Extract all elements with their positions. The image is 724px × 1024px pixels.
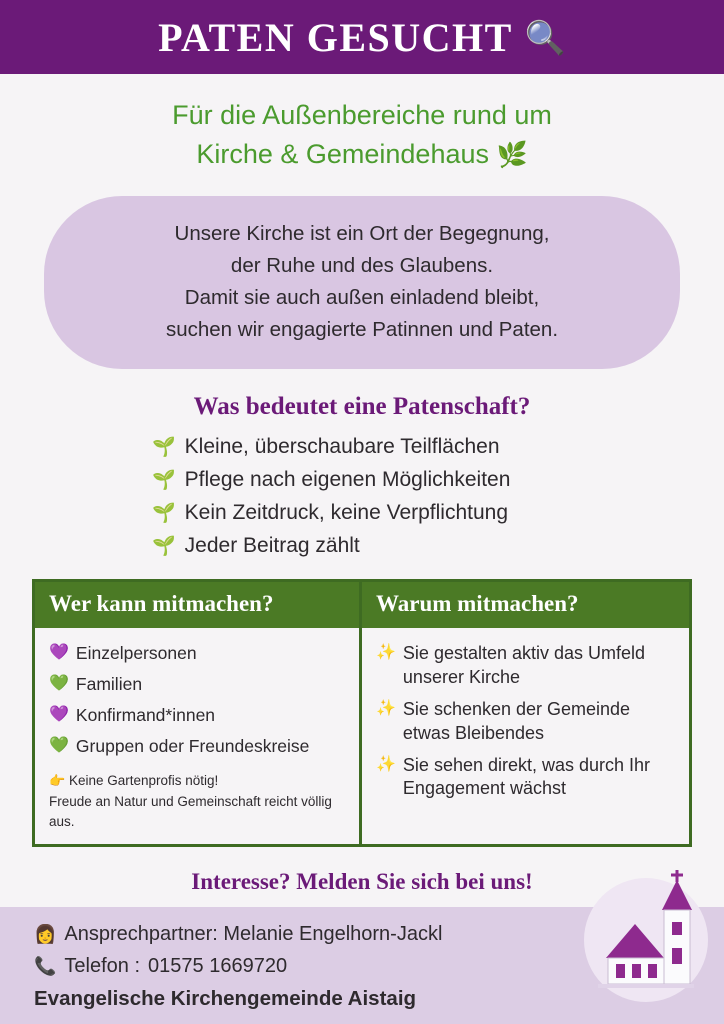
sprout-icon: 🌱: [152, 470, 176, 492]
list-item-label: Familien: [75, 674, 143, 695]
list-item-label: Jeder Beitrag zählt: [184, 534, 360, 558]
list-item-label: Pflege nach eigenen Möglichkeiten: [184, 468, 511, 492]
who-note: [49, 771, 347, 832]
list-item: [152, 468, 572, 492]
list-item: [376, 642, 677, 689]
list-item-label: Kein Zeitdruck, keine Verpflichtung: [184, 501, 509, 525]
table-column-who: [35, 582, 362, 844]
magnifier-icon: 🔍: [524, 18, 566, 56]
sparkles-icon: ✨: [376, 755, 396, 773]
list-item: [49, 642, 347, 665]
subtitle-line-1: Für die Außenbereiche rund um: [172, 100, 552, 130]
who-note-line-2: Freude an Natur und Gemeinschaft reicht völlig aus.: [49, 793, 332, 829]
benefit-list: [0, 435, 724, 567]
list-item-label: Gruppen oder Freundeskreise: [75, 735, 310, 756]
column-header: Warum mitmachen?: [362, 582, 689, 628]
list-item-label: Sie gestalten aktiv das Umfeld unserer Kirche: [402, 643, 646, 687]
page-title: PATEN GESUCHT: [158, 14, 513, 60]
section-heading: Was bedeutet eine Patenschaft?: [193, 393, 531, 421]
sparkles-icon: ✨: [376, 644, 396, 662]
sparkles-icon: ✨: [376, 700, 396, 718]
list-item-label: Sie sehen direkt, was durch Ihr Engagement wächst: [402, 754, 651, 799]
list-item: [376, 754, 677, 801]
column-body: [35, 628, 359, 844]
purple-heart-icon: 💜: [49, 644, 69, 662]
list-item-label: Konfirmand*innen: [75, 704, 216, 725]
subtitle: [0, 96, 724, 174]
poster-header: [0, 0, 724, 74]
phone-number[interactable]: 01575 1669720: [148, 955, 288, 978]
table-column-why: [362, 582, 689, 844]
who-list: [49, 642, 347, 757]
list-item: [152, 435, 572, 459]
purple-heart-icon: 💜: [49, 705, 69, 723]
why-list: [376, 642, 677, 800]
who-note-line-1-wrap: [49, 771, 347, 791]
who-note-line-1: Keine Gartenprofis nötig!: [68, 773, 219, 789]
column-header: Wer kann mitmachen?: [35, 582, 359, 628]
list-item: [49, 673, 347, 696]
subtitle-line-2: Kirche & Gemeindehaus: [196, 139, 489, 170]
info-table: [32, 579, 692, 847]
poster-footer: [0, 907, 724, 1024]
list-item: [49, 704, 347, 727]
intro-line-2: der Ruhe und des Glaubens.: [230, 254, 494, 278]
organisation-name: Evangelische Kirchengemeinde Aistaig: [34, 987, 417, 1011]
contact-person: Ansprechpartner: Melanie Engelhorn-Jackl: [64, 923, 443, 946]
person-icon: 👩: [34, 924, 57, 945]
phone-label: Telefon :: [64, 955, 141, 978]
intro-line-1: Unsere Kirche ist ein Ort der Begegnung,: [174, 222, 550, 246]
church-illustration: [580, 866, 708, 1016]
sprout-icon: 🌱: [152, 536, 176, 558]
intro-bubble: [44, 196, 680, 369]
pointing-hand-icon: 👉: [49, 773, 66, 789]
list-item-label: Kleine, überschaubare Teilflächen: [184, 435, 500, 459]
sprout-icon: 🌱: [152, 503, 176, 525]
intro-line-3: Damit sie auch außen einladend bleibt,: [184, 285, 540, 309]
sprout-icon: 🌱: [152, 437, 176, 459]
green-heart-icon: 💚: [49, 736, 69, 754]
call-to-action: Interesse? Melden Sie sich bei uns!: [191, 869, 533, 895]
list-item: [152, 534, 572, 558]
list-item-label: Sie schenken der Gemeinde etwas Bleibendes: [402, 699, 631, 743]
list-item-label: Einzelpersonen: [75, 643, 197, 664]
green-heart-icon: 💚: [49, 675, 69, 693]
subtitle-line-2-wrap: [40, 135, 684, 174]
phone-icon: 📞: [34, 956, 57, 977]
intro-line-4: suchen wir engagierte Patinnen und Paten.: [165, 317, 559, 341]
column-body: [362, 628, 689, 844]
list-item: [49, 735, 347, 758]
list-item: [152, 501, 572, 525]
list-item: [376, 698, 677, 745]
leaf-icon: 🌿: [496, 141, 528, 170]
